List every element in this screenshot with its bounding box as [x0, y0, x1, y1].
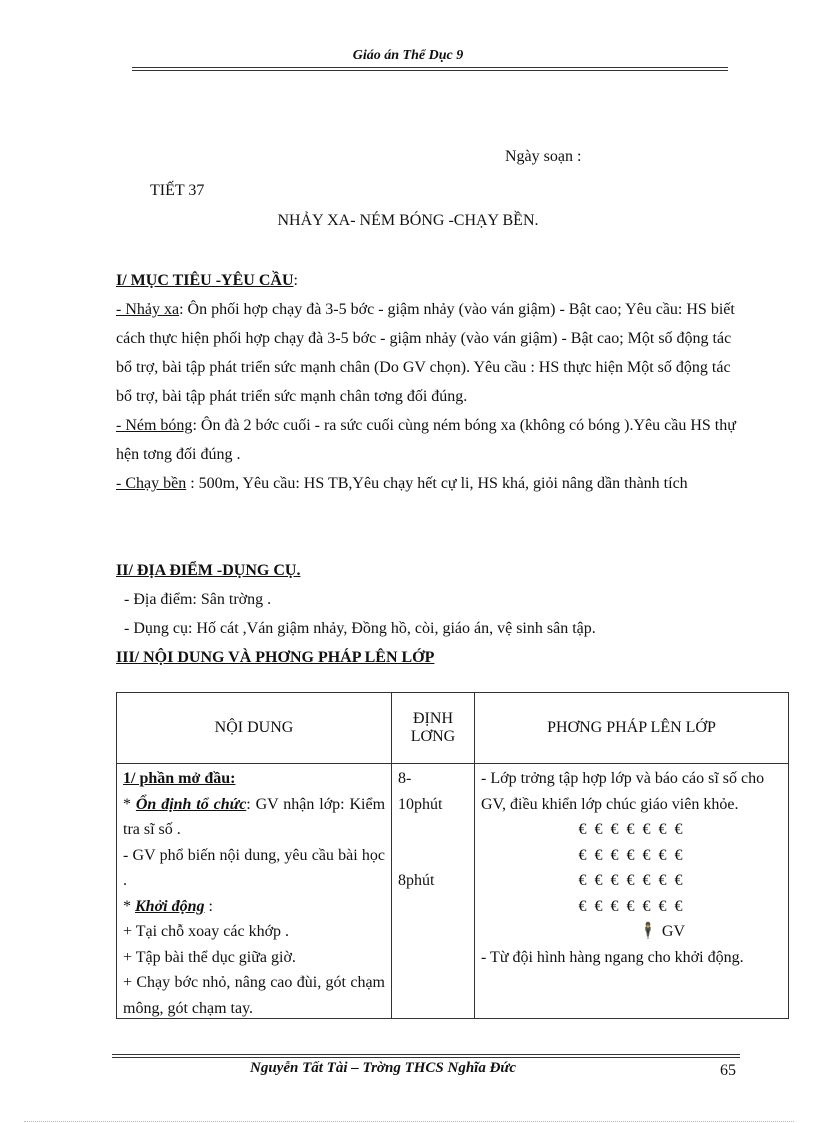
- table-header-row: [117, 693, 789, 764]
- announce-text: - GV phổ biến nội dung, yêu cầu bài học .: [123, 846, 385, 889]
- amount-2: 10phút: [398, 795, 443, 813]
- stabilize-label: Ổn định tổ chức: [135, 795, 247, 813]
- warmup-label: Khởi động: [135, 897, 205, 915]
- warmup-item-1: + Tại chỗ xoay các khớp .: [123, 923, 290, 940]
- footer-rule: [112, 1054, 740, 1055]
- formation-row-2: € € € € € € €: [578, 846, 685, 864]
- throw-text: : Ôn đà 2 bớc cuối - ra sức cuối cùng ném bóng xa (không có bóng ).Yêu cầu HS thự hện tơng đối đúng .: [116, 417, 736, 463]
- header-amount: ĐỊNH LƠNG: [392, 693, 475, 764]
- objectives-heading: I/ MỤC TIÊU -YÊU CẦU: [116, 272, 294, 289]
- content-cell: 1/ phần mở đầu: * Ổn định tổ chức: GV nhận lớp: Kiểm tra sĩ số . - GV phổ biến nội dung, yêu cầu bài học . * Khởi động : + Tại chỗ xoay các khớp . + Tập bài thể dục giữa giờ. + Chạy bớc nhỏ, nâng cao đùi, gót chạm mông, gót chạm tay.: [117, 764, 392, 1019]
- location-section: [116, 556, 746, 672]
- location-heading: II/ ĐỊA ĐIỂM -DỤNG CỤ.: [116, 562, 301, 579]
- long-jump-text: : Ôn phối hợp chạy đà 3-5 bớc - giậm nhảy (vào ván giậm) - Bật cao; Yêu cầu: HS biết cách thực hiện phối hợp chạy đà 3-5 bớc - giậm nhảy (vào ván giậm) - Bật cao; Một số động tác bổ trợ, bài tập phát triển sức mạnh chân (Do GV chọn). Yêu cầu : HS thực hiện Một số động tác bổ trợ, bài tập phát triển sức mạnh chân tơng đối đúng.: [116, 301, 735, 405]
- header-rule: [132, 67, 728, 68]
- table-row: [117, 764, 789, 1019]
- content-heading: III/ NỘI DUNG VÀ PHƠNG PHÁP LÊN LỚP: [116, 649, 435, 666]
- method-cell: [475, 764, 789, 1019]
- stabilize-text: : GV nhận lớp: Kiểm tra sĩ số .: [123, 795, 385, 838]
- header-method: PHƠNG PHÁP LÊN LỚP: [475, 693, 789, 764]
- lesson-table: [116, 692, 789, 1019]
- teacher-label: GV: [661, 923, 686, 940]
- header-rule-2: [132, 70, 728, 71]
- part-title: 1/ phần mở đầu:: [123, 770, 236, 787]
- page-edge: [24, 1121, 794, 1122]
- page-number: 65: [720, 1062, 736, 1079]
- objectives-section: [116, 266, 746, 498]
- page-header-title: Giáo án Thể Dục 9: [352, 48, 464, 63]
- warmup-suffix: :: [204, 897, 213, 915]
- warmup-item-3: + Chạy bớc nhỏ, nâng cao đùi, gót chạm mông, gót chạm tay.: [123, 974, 385, 1017]
- method-text-1: - Lớp trởng tập hợp lớp và báo cáo sĩ số cho GV, điều khiển lớp chúc giáo viên khỏe.: [481, 770, 765, 813]
- formation-row-4: € € € € € € €: [578, 897, 685, 915]
- run-text: : 500m, Yêu cầu: HS TB,Yêu chạy hết cự li, HS khá, giỏi nâng dần thành tích: [186, 475, 688, 492]
- warmup-item-2: + Tập bài thể dục giữa giờ.: [123, 948, 296, 966]
- objectives-heading-suffix: :: [293, 272, 298, 289]
- header-content: NỘI DUNG: [117, 693, 392, 764]
- date-label: Ngày soạn :: [505, 148, 582, 165]
- lesson-number: TIẾT 37: [150, 182, 205, 199]
- throw-label: - Ném bóng: [116, 417, 193, 434]
- footer-author: Nguyễn Tất Tài – Trờng THCS Nghĩa Đức: [250, 1060, 517, 1076]
- formation-row-3: € € € € € € €: [578, 872, 685, 889]
- amount-3: 8phút: [398, 872, 435, 889]
- teacher-icon: 🕴: [637, 923, 658, 940]
- location-text: - Địa điểm: Sân trờng .: [124, 591, 272, 608]
- amount-1: 8-: [398, 770, 412, 787]
- equipment-text: - Dụng cụ: Hố cát ,Ván giậm nhảy, Đồng hồ, còi, giáo án, vệ sinh sân tập.: [124, 620, 596, 637]
- long-jump-label: - Nhảy xa: [116, 301, 180, 318]
- method-text-2: - Từ đội hình hàng ngang cho khởi động.: [481, 948, 744, 966]
- lesson-title: NHẢY XA- NÉM BÓNG -CHẠY BỀN.: [277, 212, 539, 229]
- amount-cell: [392, 764, 475, 1019]
- formation-row-1: € € € € € € €: [578, 821, 685, 838]
- footer-rule-2: [112, 1057, 740, 1058]
- run-label: - Chạy bền: [116, 475, 187, 492]
